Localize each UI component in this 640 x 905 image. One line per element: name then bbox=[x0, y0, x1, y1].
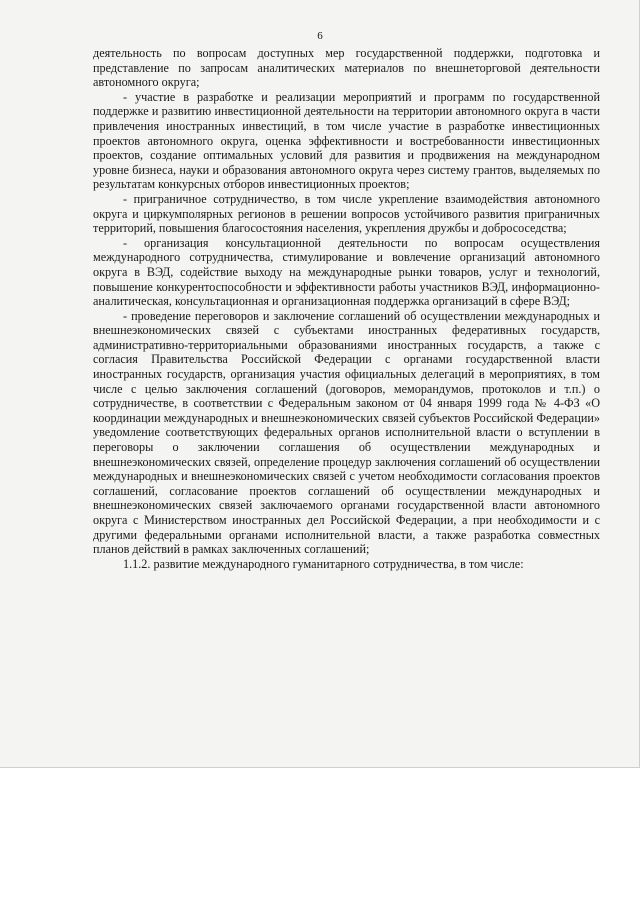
document-body bbox=[93, 46, 600, 571]
paragraph: - организация консультационной деятельности по вопросам осуществления международного сотрудничества, стимулирование и вовлечение организаций автономного округа в ВЭД, содействие выходу на международные рынки товаров, услуг и технологий, повышение конкурентоспособности и эффективности работы участников ВЭД, информационно-аналитическая, консультационная и организационная поддержка организаций в сфере ВЭД; bbox=[93, 235, 600, 309]
paragraph: - проведение переговоров и заключение соглашений об осуществлении международных и внешнеэкономических связей с субъектами иностранных федеративных государств, административно-территориальными образованиями иностранных государств, а также с согласия Правительства Российской Федерации с органами государственной власти иностранных государств, организация участия официальных делегаций в мероприятиях, в том числе с целью заключения соглашений (договоров, меморандумов, протоколов и т.п.) о сотрудничестве, в соответствии с Федеральным законом от 04 января 1999 года № 4-ФЗ «О координации международных и внешнеэкономических связей субъектов Российской Федерации» уведомление соответствующих федеральных органов исполнительной власти о вступлении в переговоры о заключении соглашения об осуществлении международных и внешнеэкономических связей, определение процедур заключения соглашений об осуществлении международных и внешнеэкономических связей с учетом необходимости согласования проектов соглашений, согласование проектов соглашений об осуществлении международных и внешнеэкономических связей заключаемого органами государственной власти автономного округа с Министерством иностранных дел Российской Федерации, а при необходимости и с другими федеральными органами исполнительной власти, а также разработка совместных планов действий в рамках заключенных соглашений; bbox=[93, 308, 600, 557]
paragraph: - приграничное сотрудничество, в том числе укрепление взаимодействия автономного округа и циркумполярных регионов в решении вопросов устойчивого развития приграничных территорий, повышения благосостояния населения, укрепления дружбы и добрососедства; bbox=[93, 191, 600, 236]
page-number: 6 bbox=[317, 30, 323, 42]
paragraph: - участие в разработке и реализации мероприятий и программ по государственной поддержке и развитию инвестиционной деятельности на территории автономного округа в части привлечения иностранных инвестиций, в том числе участие в разработке инвестиционных проектов автономного округа, оценка эффективности и востребованности инвестиционных проектов, создание оптимальных условий для развития и продвижения на международном уровне бизнеса, науки и образования автономного округа через систему грантов, выделяемых по результатам конкурсных отборов инвестиционных проектов; bbox=[93, 89, 600, 192]
paragraph: деятельность по вопросам доступных мер государственной поддержки, подготовка и представление по запросам аналитических материалов по внешнеторговой деятельности автономного округа; bbox=[93, 46, 600, 90]
section-heading-1-1-2: 1.1.2. развитие международного гуманитарного сотрудничества, в том числе: bbox=[123, 556, 524, 571]
